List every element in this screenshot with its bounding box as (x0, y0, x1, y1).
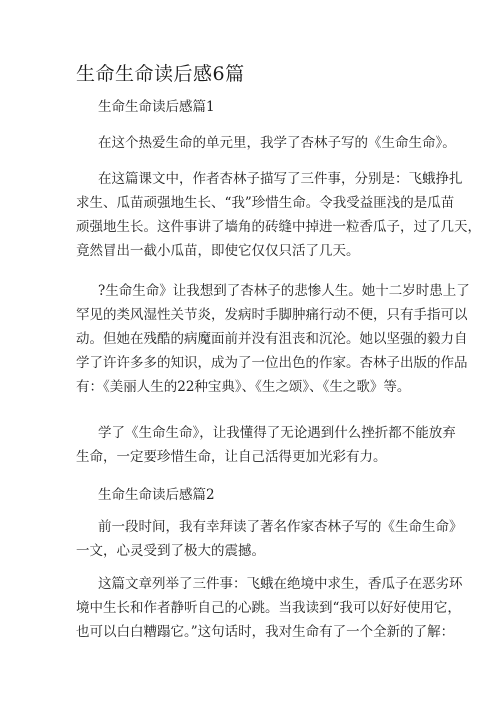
paragraph-line: 顽强地生长。这件事讲了墙角的砖缝中掉进一粒香瓜子，过了几天， (76, 219, 481, 235)
paragraph-line: 境中生长和作者静听自己的心跳。当我读到“我可以好好使用它， (76, 600, 461, 616)
paragraph-line: 竟然冒出一截小瓜苗，即使它仅仅只活了几天。 (76, 243, 360, 259)
paragraph (76, 515, 463, 563)
paragraph-line: 学了《生命生命》，让我懂得了无论遇到什么挫折都不能放弃 (98, 425, 456, 441)
section-heading-1: 生命生命读后感篇1 (98, 99, 215, 115)
paragraph-line: 有：《美丽人生的22种宝典》、《生之颂》、《生之歌》等。 (76, 379, 411, 395)
paragraph-line: 也可以白白糟蹋它。”这句话时，我对生命有了一个全新的了解： (76, 624, 455, 640)
paragraph-line: 求生、瓜苗顽强地生长、“我”珍惜生命。令我受益匪浅的是瓜苗 (76, 195, 455, 211)
section-heading-2: 生命生命读后感篇2 (98, 487, 215, 503)
paragraph-line: 一文，心灵受到了极大的震撼。 (76, 543, 265, 559)
paragraph-line: 动。但她在残酷的病魔面前并没有沮丧和沉沦。她以坚强的毅力自 (76, 331, 468, 347)
paragraph-line: 生命，一定要珍惜生命，让自己活得更加光彩有力。 (76, 449, 387, 465)
paragraph-line: 罕见的类风湿性关节炎，发病时手脚肿痛行动不便，只有手指可以 (76, 307, 468, 323)
document-title: 生命生命读后感6篇 (76, 63, 245, 85)
paragraph (76, 421, 456, 469)
paragraph (76, 131, 456, 155)
paragraph-line: 这篇文章列举了三件事：飞蛾在绝境中求生，香瓜子在恶劣环 (98, 576, 463, 592)
paragraph-line: 在这个热爱生命的单元里，我学了杏林子写的《生命生命》。 (98, 135, 456, 151)
paragraph-line: 学了许许多多的知识，成为了一位出色的作家。杏林子出版的作品 (76, 355, 468, 371)
paragraph-line: ?生命生命》让我想到了杏林子的悲惨人生。她十二岁时患上了 (98, 283, 470, 299)
paragraph (76, 572, 463, 644)
paragraph-line: 在这篇课文中，作者杏林子描写了三件事，分别是：飞蛾挣扎 (98, 171, 463, 187)
paragraph (76, 279, 470, 399)
paragraph (76, 167, 481, 263)
paragraph-line: 前一段时间，我有幸拜读了著名作家杏林子写的《生命生命》 (98, 519, 463, 535)
